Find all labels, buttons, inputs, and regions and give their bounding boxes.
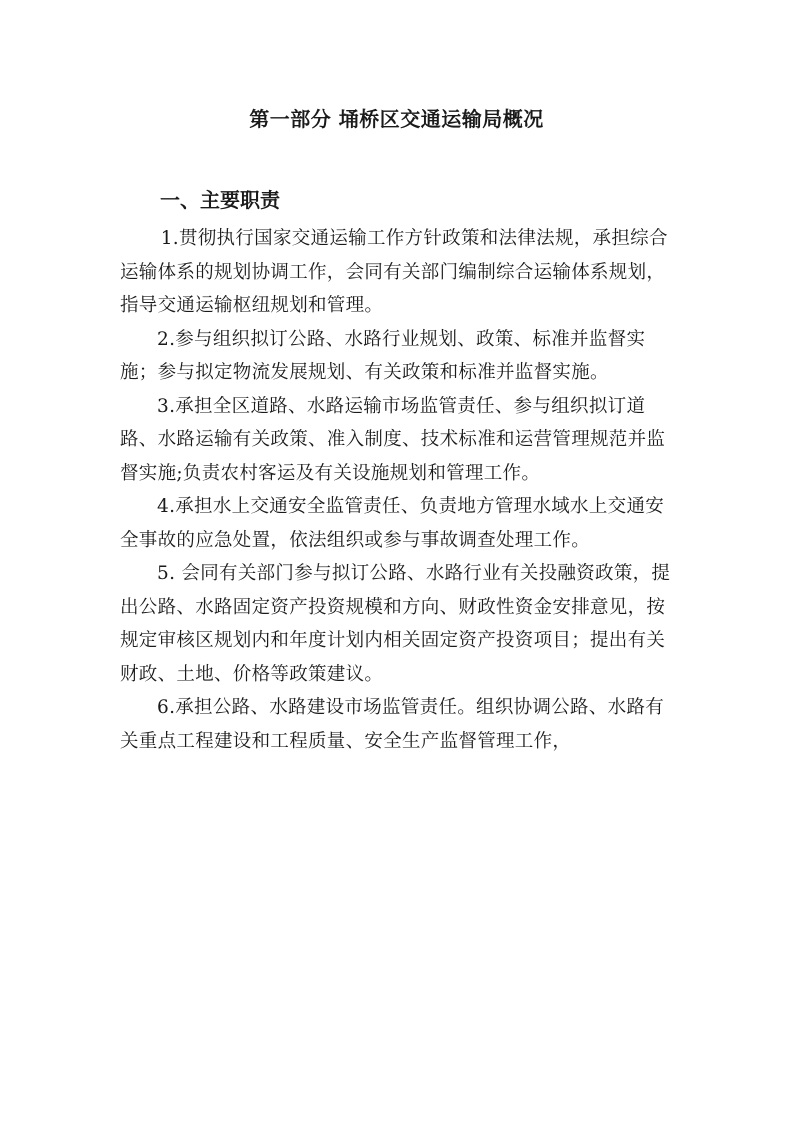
body-text xyxy=(120,222,680,758)
paragraph-2: 2.参与组织拟订公路、水路行业规划、政策、标准并监督实施；参与拟定物流发展规划、有关政策和标准并监督实施。 xyxy=(120,328,646,383)
paragraph-1: 1.贯彻执行国家交通运输工作方针政策和法律法规，承担综合运输体系的规划协调工作，会同有关部门编制综合运输体系规划，指导交通运输枢纽规划和管理。 xyxy=(120,228,668,316)
section-heading: 一、主要职责 xyxy=(160,188,280,212)
paragraph-5: 5. 会同有关部门参与拟订公路、水路行业有关投融资政策，提出公路、水路固定资产投资规模和方向、财政性资金安排意见，按规定审核区规划内和年度计划内相关固定资产投资项目；提出有关财政、土地、价格等政策建议。 xyxy=(120,563,671,685)
paragraph-6: 6.承担公路、水路建设市场监管责任。组织协调公路、水路有关重点工程建设和工程质量、安全生产监督管理工作， xyxy=(120,697,665,752)
paragraph-3: 3.承担全区道路、水路运输市场监管责任、参与组织拟订道路、水路运输有关政策、准入制度、技术标准和运营管理规范并监督实施;负责农村客运及有关设施规划和管理工作。 xyxy=(120,395,666,484)
page-title: 第一部分 埇桥区交通运输局概况 xyxy=(249,107,544,131)
paragraph-4: 4.承担水上交通安全监管责任、负责地方管理水域水上交通安全事故的应急处置，依法组织或参与事故调查处理工作。 xyxy=(120,496,665,551)
